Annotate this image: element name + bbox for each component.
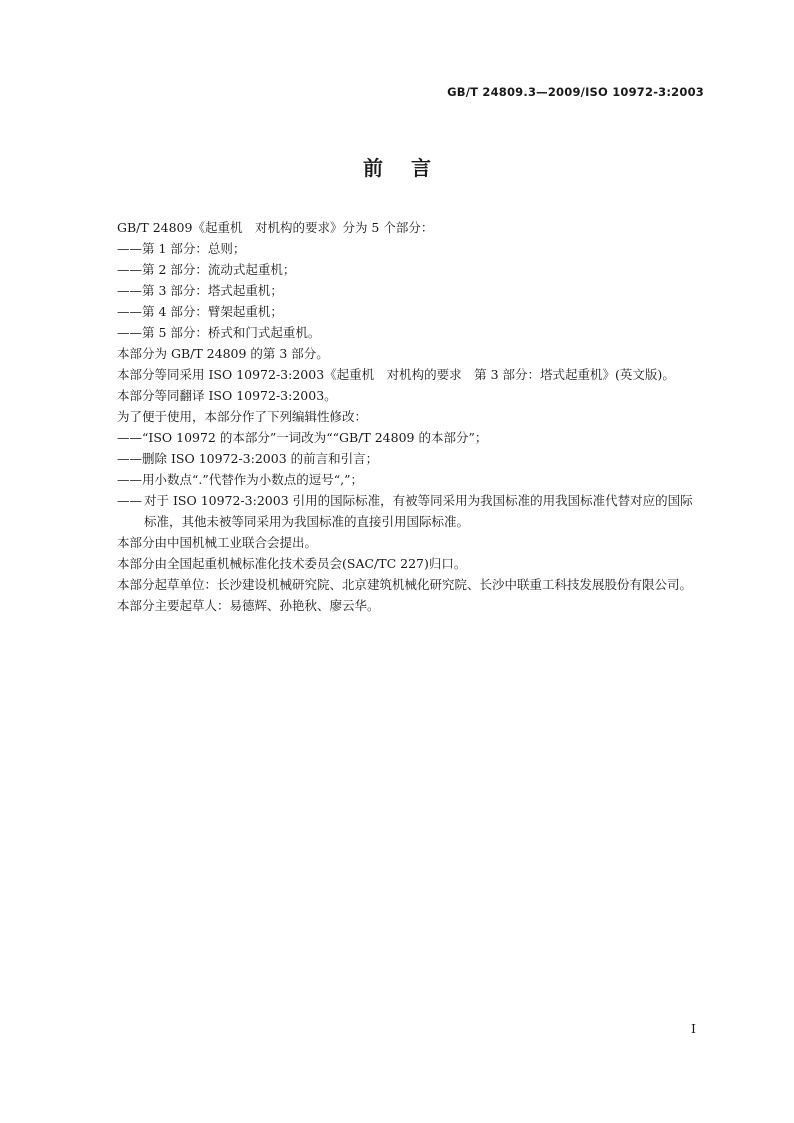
foreword-body [90, 217, 705, 616]
adoption-statement: 本部分等同采用 ISO 10972-3:2003《起重机 对机构的要求 第 3 部分：塔式起重机》(英文版)。 [117, 367, 675, 382]
edit-list-item: ——“ISO 10972 的本部分”一词改为““GB/T 24809 的本部分”； [117, 430, 488, 445]
intro-paragraph: GB/T 24809《起重机 对机构的要求》分为 5 个部分： [117, 220, 434, 235]
part-list-item: ——第 5 部分：桥式和门式起重机。 [117, 325, 321, 340]
this-part-statement: 本部分为 GB/T 24809 的第 3 部分。 [117, 346, 329, 361]
edit-list-item: ——用小数点“.”代替作为小数点的逗号“,”； [117, 472, 364, 487]
part-list-item: ——第 4 部分：臂架起重机； [117, 304, 283, 319]
standard-code-header: GB/T 24809.3—2009/ISO 10972-3:2003 [447, 85, 704, 99]
proposed-by-statement: 本部分由中国机械工业联合会提出。 [117, 535, 318, 550]
translation-statement: 本部分等同翻译 ISO 10972-3:2003。 [117, 388, 337, 403]
edit-list-item-long [90, 490, 705, 532]
drafting-units-statement: 本部分起草单位：长沙建设机械研究院、北京建筑机械化研究院、长沙中联重工科技发展股份有限公司。 [117, 577, 693, 592]
dash-mark: —— [117, 493, 142, 508]
part-list-item: ——第 3 部分：塔式起重机； [117, 283, 283, 298]
page-number: I [691, 1021, 696, 1036]
edit-list-item: ——删除 ISO 10972-3:2003 的前言和引言； [117, 451, 379, 466]
edit-intro-statement: 为了便于使用，本部分作了下列编辑性修改： [117, 409, 368, 424]
part-list-item: ——第 2 部分：流动式起重机； [117, 262, 296, 277]
centralized-by-statement: 本部分由全国起重机械标准化技术委员会(SAC/TC 227)归口。 [117, 556, 467, 571]
page-title: 前言 [363, 156, 459, 180]
part-list-item: ——第 1 部分：总则； [117, 241, 246, 256]
edit-long-text: 对于 ISO 10972-3:2003 引用的国际标准，有被等同采用为我国标准的用我国标准代替对应的国际标准，其他未被等同采用为我国标准的直接引用国际标准。 [144, 493, 693, 529]
drafters-statement: 本部分主要起草人：易德辉、孙艳秋、廖云华。 [117, 598, 380, 613]
